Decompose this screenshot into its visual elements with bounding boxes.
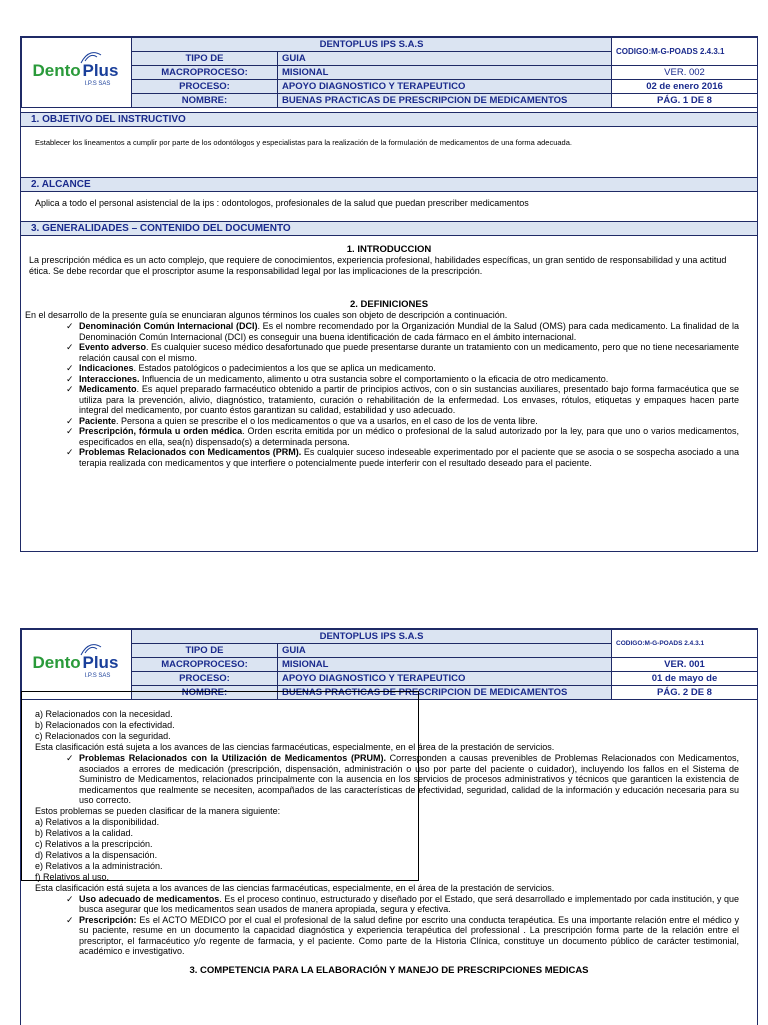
list-item: a) Relativos a la disponibilidad. xyxy=(35,816,160,827)
logo-dento: Dento xyxy=(32,652,81,672)
list-item: c) Relativos a la prescripción. xyxy=(35,838,153,849)
list-item: ✓ Paciente. Persona a quien se prescribe el o los medicamentos o que va a usarlos, en el caso de los de venta libre. xyxy=(66,415,538,426)
list-item: e) Relativos a la administración. xyxy=(35,860,163,871)
list-item: c) Relacionados con la seguridad. xyxy=(35,731,171,741)
list-item: ✓ Problemas Relacionados con la Utilización de Medicamentos (PRUM). Corresponden a causas prevenibles de Problemas Relacionados con Medicamentos, asociados a errores de medicación (prescripción, dispensación, administración o uso por parte del paciente o cuidador), incluyendo los fallos en el Sistema de Suministro de Medicamentos, relacionados principalmente con la ausencia en los servicios de procesos administrativos y técnicos que garanticen la existencia de medicamentos que realmente se necesiten, acompañados de las características de efectividad, seguridad, calidad de la información y educación necesaria para su uso correcto. xyxy=(66,753,739,805)
list-item: ✓ Indicaciones. Estados patológicos o padecimientos a los que se aplica un medicamento. xyxy=(66,363,436,373)
document-header xyxy=(21,629,758,700)
list-item: ✓ Medicamento. Es aquel preparado farmacéutico obtenido a partir de principios activos, con o sin sustancias auxiliares, presentado bajo forma farmacéutica que se utiliza para la prevención, alivio, diagnóstico, tratamiento, curación o rehabilitación de la enfermedad. Los envases, rótulos, etiquetas y empaques hacen parte integral del medicamento, por cuanto éstos garantizan su calidad, estabilidad y uso adecuado. xyxy=(66,384,739,415)
competencia-heading: 3. COMPETENCIA PARA LA ELABORACIÓN Y MANEJO DE PRESCRIPCIONES MEDICAS xyxy=(189,964,589,976)
logo-sub: I.P.S SAS xyxy=(84,672,111,679)
page-2-content xyxy=(21,709,757,976)
check-icon: ✓ xyxy=(66,753,74,763)
intro-text: La prescripción médica es un acto complejo, que requiere de conocimientos, experiencia profesional, habilidades específicas, un gran sentido de responsabilidad y una actitud ética. Se debe recordar que el proscriptor asume la responsabilidad legal por las implicaciones de la prescripción. xyxy=(29,255,727,276)
header-label: PROCESO: xyxy=(132,80,278,94)
logo-plus: Plus xyxy=(82,60,119,80)
header-label: MACROPROCESO: xyxy=(132,658,278,672)
list-item: b) Relativos a la calidad. xyxy=(35,827,134,838)
document-page-1 xyxy=(20,36,758,552)
company-logo xyxy=(22,38,132,108)
definitions-list xyxy=(21,894,757,957)
logo-dento: Dento xyxy=(32,60,81,80)
check-icon: ✓ xyxy=(66,342,74,352)
document-page-2 xyxy=(20,628,758,1025)
header-value: GUIA xyxy=(278,52,612,66)
check-icon: ✓ xyxy=(66,426,74,436)
list-item: ✓ Evento adverso. Es cualquier suceso médico desafortunado que puede presentarse durante un tratamiento con un medicamento, pero que no tiene necesariamente relación causal con el mismo. xyxy=(66,342,739,363)
document-version: VER. 001 xyxy=(612,658,758,672)
header-value: APOYO DIAGNOSTICO Y TERAPEUTICO xyxy=(278,80,612,94)
objetivo-text: Establecer los lineamentos a cumplir por parte de los odontólogos y especialistas para la realización de la formulación de medicamentos de una forma adecuada. xyxy=(35,138,572,147)
document-date: 01 de mayo de xyxy=(612,672,758,686)
check-icon: ✓ xyxy=(66,384,74,394)
check-icon: ✓ xyxy=(66,447,74,457)
list-item: a) Relacionados con la necesidad. xyxy=(35,709,173,719)
list-item: ✓ Denominación Común Internacional (DCI). Es el nombre recomendado por la Organización Mundial de la Salud (OMS) para cada medicamento. La finalidad de la Denominación Común Internacional (DCI) es conseguir una buena identificación de cada fármaco en el ámbito internacional. xyxy=(66,321,739,342)
check-icon: ✓ xyxy=(66,321,74,331)
header-label: TIPO DE xyxy=(132,644,278,658)
definitions-heading: 2. DEFINICIONES xyxy=(349,299,429,310)
intro-heading: 1. INTRODUCCION xyxy=(346,244,432,255)
header-value: MISIONAL xyxy=(278,658,612,672)
logo-plus: Plus xyxy=(82,652,119,672)
page-number: PÁG. 1 DE 8 xyxy=(612,94,758,108)
header-value: APOYO DIAGNOSTICO Y TERAPEUTICO xyxy=(278,672,612,686)
section-heading: 1. OBJETIVO DEL INSTRUCTIVO xyxy=(21,112,757,127)
section-heading: 2. ALCANCE xyxy=(21,177,757,192)
header-label: PROCESO: xyxy=(132,672,278,686)
list-item: ✓ Uso adecuado de medicamentos. Es el proceso continuo, estructurado y diseñado por el Estado, que será desarrollado e implementado por cada institución, y que busca asegurar que los medicamentos sean usados de manera apropiada, segura y efectiva. xyxy=(66,893,740,914)
check-icon: ✓ xyxy=(66,373,74,384)
check-icon: ✓ xyxy=(66,415,74,426)
document-version: VER. 002 xyxy=(612,66,758,80)
definitions-list xyxy=(21,321,757,468)
list-item: ✓ Prescripción: Es el ACTO MEDICO por el cual el profesional de la salud define por escrito una conducta terapéutica. Es una importante relación entre el médico y su paciente, resume en un documento la capacidad diagnóstica y experiencia terapéutica del professional . La prescripción forma parte de la relación entre el prescriptor, el farmacéutico y/o regente de farmacia, y el paciente. Como parte de la Historia Clínica, constituye un documento público de carácter testimonial, académico e investigativo. xyxy=(66,914,739,956)
header-label: MACROPROCESO: xyxy=(132,66,278,80)
list-item: ✓ Problemas Relacionados con Medicamentos (PRM). Es cualquier suceso indeseable experimentado por el paciente que se asocia o se sospecha asociado a una terapia realizada con medicamentos y que interfiere o potencialmente puede interferir con el resultado deseado para el paciente. xyxy=(66,447,739,468)
header-value: GUIA xyxy=(278,644,612,658)
header-value: BUENAS PRACTICAS DE PRESCRIPCION DE MEDICAMENTOS xyxy=(278,686,612,700)
prum-list xyxy=(21,753,757,806)
page-1-content xyxy=(21,112,757,468)
list-item: b) Relacionados con la efectividad. xyxy=(35,720,175,730)
document-code: CODIGO:M-G-POADS 2.4.3.1 xyxy=(612,38,758,66)
list-item: f) Relativos al uso. xyxy=(35,871,110,882)
document-date: 02 de enero 2016 xyxy=(612,80,758,94)
check-icon: ✓ xyxy=(66,893,74,904)
header-label: TIPO DE xyxy=(132,52,278,66)
list-item: ✓ Prescripción, fórmula u orden médica. Orden escrita emitida por un médico o profesional de la salud autorizado por la ley, para que uno o varios medicamentos, especificados en ella, sea(n) dispensado(s) a determinada persona. xyxy=(66,426,739,447)
header-label: NOMBRE: xyxy=(132,94,278,108)
page-number: PÁG. 2 DE 8 xyxy=(612,686,758,700)
definitions-intro: En el desarrollo de la presente guía se enunciaran algunos términos los cuales son objeto de descripción a continuación. xyxy=(25,310,508,320)
check-icon: ✓ xyxy=(66,914,74,925)
check-icon: ✓ xyxy=(66,363,74,373)
section-heading: 3. GENERALIDADES – CONTENIDO DEL DOCUMENTO xyxy=(21,221,757,236)
classification-intro: Estos problemas se pueden clasificar de la manera siguiente: xyxy=(35,805,281,816)
logo-sub: I.P.S SAS xyxy=(84,80,111,87)
classification-note: Esta clasificación está sujeta a los avances de las ciencias farmacéuticas, especialmente, en el área de la prestación de servicios. xyxy=(35,882,555,893)
alcance-text: Aplica a todo el personal asistencial de la ips : odontologos, profesionales de la salud que puedan prescriber medicamentos xyxy=(35,198,529,208)
header-value: BUENAS PRACTICAS DE PRESCRIPCION DE MEDICAMENTOS xyxy=(278,94,612,108)
list-item: ✓ Interacciones. Influencia de un medicamento, alimento u otra sustancia sobre el comportamiento o la eficacia de otro medicamento. xyxy=(66,373,609,384)
company-name: DENTOPLUS IPS S.A.S xyxy=(132,38,612,52)
document-header xyxy=(21,37,758,108)
document-code: CODIGO:M-G-POADS 2.4.3.1 xyxy=(612,630,758,658)
company-name: DENTOPLUS IPS S.A.S xyxy=(132,630,612,644)
company-logo xyxy=(22,630,132,700)
classification-note: Esta clasificación está sujeta a los avances de las ciencias farmacéuticas, especialmente, en el área de la prestación de servicios. xyxy=(35,742,555,752)
header-label: NOMBRE: xyxy=(132,686,278,700)
header-value: MISIONAL xyxy=(278,66,612,80)
list-item: d) Relativos a la dispensación. xyxy=(35,849,158,860)
